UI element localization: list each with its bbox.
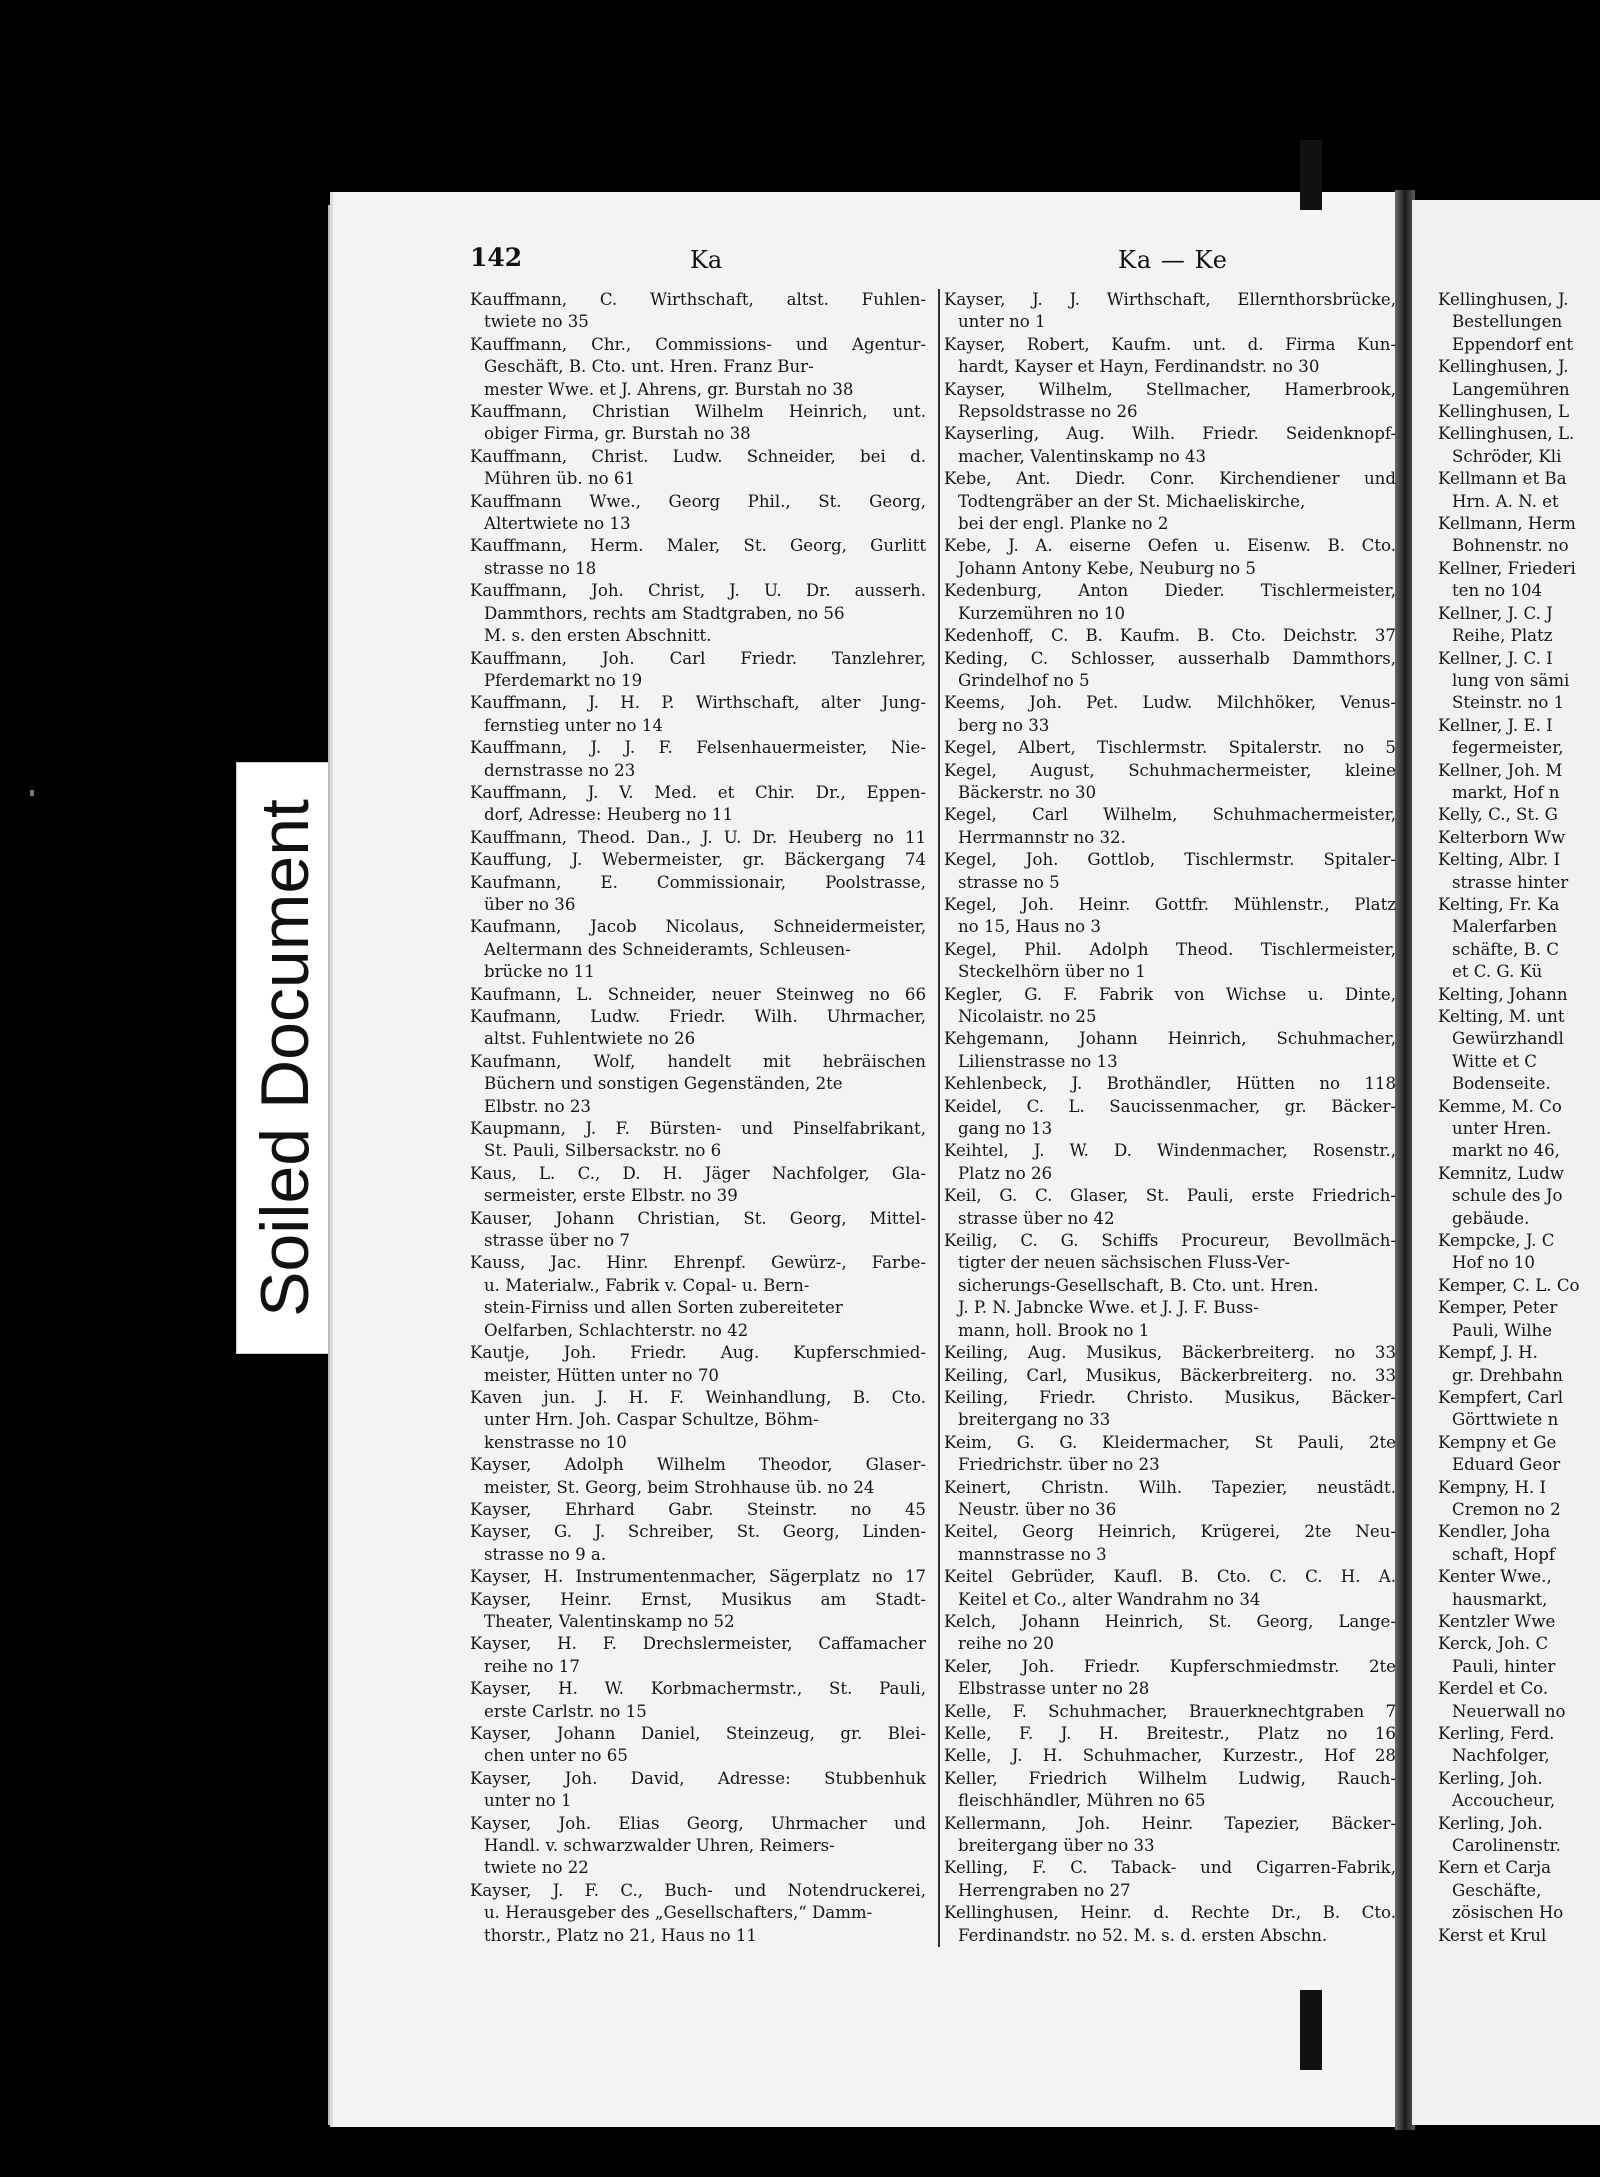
- directory-entry-line: strasse no 18: [484, 558, 597, 578]
- directory-entry-line: Langemühren: [1452, 379, 1570, 399]
- directory-entry-line: Kentzler Wwe: [1438, 1611, 1556, 1631]
- directory-entry-line: Kauffmann, J. H. P. Wirthschaft, alter Jung-: [470, 693, 926, 713]
- directory-entry-line: reihe no 20: [958, 1634, 1054, 1654]
- directory-entry-line: Kayser, Joh. Elias Georg, Uhrmacher und: [470, 1813, 926, 1833]
- directory-entry-line: twiete no 35: [484, 312, 589, 332]
- directory-entry-line: Elbstrasse unter no 28: [958, 1679, 1150, 1699]
- directory-entry-line: hausmarkt,: [1452, 1589, 1548, 1609]
- directory-entry-line: Altertwiete no 13: [484, 514, 631, 534]
- directory-entry-line: Eduard Geor: [1452, 1455, 1561, 1475]
- directory-entry-line: no 15, Haus no 3: [958, 917, 1101, 937]
- directory-entry-line: Bodenseite.: [1452, 1074, 1551, 1094]
- directory-entry-line: Kerck, Joh. C: [1438, 1634, 1549, 1654]
- directory-entry-line: u. Materialw., Fabrik v. Copal- u. Bern-: [484, 1275, 810, 1295]
- directory-entry-line: mann, holl. Brook no 1: [958, 1320, 1150, 1340]
- directory-entry-line: Kellermann, Joh. Heinr. Tapezier, Bäcker-: [944, 1813, 1396, 1833]
- directory-entry-line: Handl. v. schwarzwalder Uhren, Reimers-: [484, 1836, 835, 1856]
- directory-entry-line: Kelting, Albr. I: [1438, 850, 1561, 870]
- directory-entry-line: breitergang no 33: [958, 1410, 1111, 1430]
- directory-entry-line: Kellner, J. E. I: [1438, 715, 1553, 735]
- directory-entry-line: Kerling, Ferd.: [1438, 1724, 1555, 1743]
- directory-entry-line: Aeltermann des Schneideramts, Schleusen-: [484, 939, 851, 959]
- directory-entry-line: über no 36: [484, 894, 576, 914]
- directory-entry-line: Mühren üb. no 61: [484, 469, 636, 489]
- directory-entry-line: Kayser, H. F. Drechslermeister, Caffamacher: [470, 1634, 926, 1654]
- directory-entry-line: Kendler, Joha: [1438, 1522, 1551, 1542]
- directory-entry-line: Keitel et Co., alter Wandrahm no 34: [958, 1589, 1261, 1609]
- directory-entry-line: strasse hinter: [1452, 872, 1569, 892]
- directory-entry-line: Kellinghusen, L.: [1438, 424, 1575, 444]
- directory-entry-line: Kayser, G. J. Schreiber, St. Georg, Linden-: [470, 1522, 926, 1542]
- directory-entry-line: Kurzemühren no 10: [958, 603, 1126, 623]
- directory-entry-line: Kauffmann Wwe., Georg Phil., St. Georg,: [470, 491, 926, 511]
- directory-entry-line: Keilig, C. G. Schiffs Procureur, Bevollmäch-: [944, 1231, 1396, 1251]
- directory-entry-line: Kerling, Joh.: [1438, 1768, 1543, 1788]
- directory-entry-line: Kaufmann, Jacob Nicolaus, Schneidermeister,: [470, 917, 926, 937]
- directory-column-left: [470, 289, 926, 1947]
- directory-entry-line: Todtengräber an der St. Michaeliskirche,: [958, 491, 1306, 511]
- directory-entry-line: Bäckerstr. no 30: [958, 782, 1097, 802]
- directory-entry-line: Kauffung, J. Webermeister, gr. Bäckergang 74: [470, 850, 926, 870]
- directory-entry-line: Hof no 10: [1452, 1253, 1535, 1273]
- directory-entry-line: brücke no 11: [484, 962, 595, 982]
- directory-entry-line: et C. G. Kü: [1452, 962, 1543, 982]
- directory-entry-line: Kauffmann, Joh. Carl Friedr. Tanzlehrer,: [470, 648, 926, 668]
- directory-entry-line: dernstrasse no 23: [484, 760, 636, 780]
- directory-entry-line: Theater, Valentinskamp no 52: [484, 1611, 735, 1631]
- directory-entry-line: Cremon no 2: [1452, 1499, 1561, 1519]
- directory-entry-line: Reihe, Platz: [1452, 626, 1553, 646]
- directory-entry-line: markt no 46,: [1452, 1141, 1560, 1161]
- directory-entry-line: Keil, G. C. Glaser, St. Pauli, erste Friedrich-: [944, 1186, 1396, 1206]
- directory-entry-line: Kelting, Fr. Ka: [1438, 894, 1560, 914]
- directory-entry-line: Kellner, J. C. J: [1438, 603, 1553, 623]
- directory-entry-line: strasse über no 7: [484, 1231, 630, 1251]
- directory-entry-line: Kelle, F. J. H. Breitestr., Platz no 16: [944, 1724, 1396, 1743]
- directory-entry-line: Neustr. über no 36: [958, 1499, 1117, 1519]
- directory-entry-line: Kayser, J. F. C., Buch- und Notendruckerei,: [470, 1880, 926, 1900]
- directory-entry-line: schäfte, B. C: [1452, 939, 1560, 959]
- directory-entry-line: Kayser, Joh. David, Adresse: Stubbenhuk: [470, 1768, 926, 1788]
- directory-entry-line: Kedenhoff, C. B. Kaufm. B. Cto. Deichstr. 37: [944, 626, 1396, 646]
- directory-entry-line: Kauffmann, Theod. Dan., J. U. Dr. Heuberg no 11: [470, 827, 926, 847]
- directory-entry-line: Görttwiete n: [1452, 1410, 1559, 1430]
- directory-entry-line: zösischen Ho: [1452, 1903, 1564, 1923]
- directory-entry-line: mannstrasse no 3: [958, 1544, 1107, 1564]
- directory-entry-line: Neuerwall no: [1452, 1701, 1566, 1721]
- directory-entry-line: Kelle, J. H. Schuhmacher, Kurzestr., Hof 28: [944, 1746, 1396, 1766]
- directory-entry-line: meister, Hütten unter no 70: [484, 1365, 719, 1385]
- directory-entry-line: Kegel, August, Schuhmachermeister, kleine: [944, 760, 1396, 780]
- directory-entry-line: Kebe, J. A. eiserne Oefen u. Eisenw. B. Cto.: [944, 536, 1396, 556]
- directory-entry-line: Keidel, C. L. Saucissenmacher, gr. Bäcker-: [944, 1096, 1396, 1116]
- directory-entry-line: Kempcke, J. C: [1438, 1231, 1555, 1251]
- directory-entry-line: Kayserling, Aug. Wilh. Friedr. Seidenknopf-: [944, 424, 1396, 444]
- directory-entry-line: ten no 104: [1452, 581, 1543, 601]
- directory-entry-line: Eppendorf ent: [1452, 334, 1574, 354]
- directory-entry-line: Kayser, Johann Daniel, Steinzeug, gr. Blei-: [470, 1724, 926, 1743]
- directory-entry-line: Kelch, Johann Heinrich, St. Georg, Lange-: [944, 1611, 1396, 1631]
- directory-column-middle: [938, 289, 1396, 1947]
- directory-entry-line: Kelting, Johann: [1438, 984, 1568, 1004]
- directory-entry-line: macher, Valentinskamp no 43: [958, 446, 1207, 466]
- directory-entry-line: sicherungs-Gesellschaft, B. Cto. unt. Hren.: [958, 1275, 1319, 1295]
- directory-entry-line: Kauffmann, J. J. F. Felsenhauermeister, Nie-: [470, 738, 926, 758]
- directory-entry-line: unter no 1: [958, 312, 1046, 332]
- directory-entry-line: Kayser, Robert, Kaufm. unt. d. Firma Kun-: [944, 334, 1396, 354]
- directory-entry-line: Keiling, Carl, Musikus, Bäckerbreiterg. no. 33: [944, 1365, 1396, 1385]
- directory-entry-line: Keim, G. G. Kleidermacher, St Pauli, 2te: [944, 1432, 1396, 1452]
- directory-entry-line: Geschäfte,: [1452, 1880, 1542, 1900]
- directory-entry-line: Pferdemarkt no 19: [484, 670, 643, 690]
- directory-entry-line: meister, St. Georg, beim Strohhause üb. no 24: [484, 1477, 875, 1497]
- directory-entry-line: Pauli, Wilhe: [1452, 1320, 1553, 1340]
- directory-entry-line: Kauffmann, J. V. Med. et Chir. Dr., Eppen-: [470, 782, 926, 802]
- directory-entry-line: Kayser, Wilhelm, Stellmacher, Hamerbrook,: [944, 379, 1396, 399]
- directory-entry-line: Platz no 26: [958, 1163, 1053, 1183]
- directory-entry-line: stein-Firniss und allen Sorten zubereiteter: [484, 1298, 843, 1318]
- directory-entry-line: tigter der neuen sächsischen Fluss-Ver-: [958, 1253, 1291, 1273]
- running-head-left: Ka: [690, 246, 723, 274]
- directory-entry-line: Kayser, J. J. Wirthschaft, Ellernthorsbrücke,: [944, 290, 1396, 309]
- directory-entry-line: Büchern und sonstigen Gegenständen, 2te: [484, 1074, 843, 1094]
- directory-entry-line: Kegler, G. F. Fabrik von Wichse u. Dinte,: [944, 984, 1396, 1004]
- directory-entry-line: Kaufmann, Wolf, handelt mit hebräischen: [470, 1051, 926, 1071]
- directory-entry-line: Kaus, L. C., D. H. Jäger Nachfolger, Gla-: [470, 1163, 926, 1183]
- directory-entry-line: sermeister, erste Elbstr. no 39: [484, 1186, 738, 1206]
- directory-entry-line: bei der engl. Planke no 2: [958, 514, 1169, 534]
- directory-entry-line: thorstr., Platz no 21, Haus no 11: [484, 1925, 757, 1945]
- directory-entry-line: Kempf, J. H.: [1438, 1343, 1538, 1363]
- directory-entry-line: Kayser, H. W. Korbmachermstr., St. Pauli,: [470, 1679, 926, 1699]
- directory-entry-line: Kerling, Joh.: [1438, 1813, 1543, 1833]
- directory-entry-line: unter no 1: [484, 1791, 572, 1811]
- directory-entry-line: Malerfarben: [1452, 917, 1558, 937]
- directory-entry-line: Kautje, Joh. Friedr. Aug. Kupferschmied-: [470, 1343, 926, 1363]
- directory-entry-line: fernstieg unter no 14: [484, 715, 663, 735]
- directory-entry-line: Lilienstrasse no 13: [958, 1051, 1118, 1071]
- directory-entry-line: Kelling, F. C. Taback- und Cigarren-Fabrik,: [944, 1858, 1396, 1878]
- directory-entry-line: Steinstr. no 1: [1452, 693, 1565, 713]
- directory-entry-line: obiger Firma, gr. Burstah no 38: [484, 424, 751, 444]
- directory-entry-line: Keinert, Christn. Wilh. Tapezier, neustädt.: [944, 1477, 1396, 1497]
- directory-entry-line: Keding, C. Schlosser, ausserhalb Dammthors,: [944, 648, 1396, 668]
- directory-entry-line: unter Hren.: [1452, 1119, 1552, 1139]
- directory-entry-line: Kemper, Peter: [1438, 1298, 1558, 1318]
- directory-entry-line: gebäude.: [1452, 1208, 1530, 1228]
- directory-entry-line: Hrn. A. N. et: [1452, 491, 1559, 511]
- directory-entry-line: strasse no 5: [958, 872, 1060, 892]
- directory-entry-line: Keller, Friedrich Wilhelm Ludwig, Rauch-: [944, 1768, 1396, 1788]
- directory-entry-line: Kellinghusen, J.: [1438, 290, 1569, 309]
- directory-entry-line: J. P. N. Jabncke Wwe. et J. J. F. Buss-: [958, 1298, 1259, 1318]
- directory-entry-line: Kempny, H. I: [1438, 1477, 1547, 1497]
- directory-entry-line: M. s. den ersten Abschnitt.: [484, 626, 712, 646]
- directory-entry-line: Kerst et Krul: [1438, 1925, 1547, 1945]
- directory-entry-line: markt, Hof n: [1452, 782, 1560, 802]
- directory-entry-line: Kehlenbeck, J. Brothändler, Hütten no 118: [944, 1074, 1396, 1094]
- directory-entry-line: fleischhändler, Mühren no 65: [958, 1791, 1206, 1811]
- directory-entry-line: Kaufmann, E. Commissionair, Poolstrasse,: [470, 872, 926, 892]
- directory-entry-line: strasse no 9 a.: [484, 1544, 607, 1564]
- directory-entry-line: Kemme, M. Co: [1438, 1096, 1562, 1116]
- directory-entry-line: Kempfert, Carl: [1438, 1387, 1564, 1407]
- directory-entry-line: dorf, Adresse: Heuberg no 11: [484, 805, 734, 825]
- directory-entry-line: Kayser, H. Instrumentenmacher, Sägerplatz no 17: [470, 1567, 926, 1587]
- directory-column-right: [1438, 289, 1600, 1947]
- directory-entry-line: twiete no 22: [484, 1858, 589, 1878]
- directory-entry-line: Kebe, Ant. Diedr. Conr. Kirchendiener und: [944, 469, 1396, 489]
- directory-entry-line: Kempny et Ge: [1438, 1432, 1557, 1452]
- directory-entry-line: Kaufmann, L. Schneider, neuer Steinweg no 66: [470, 984, 926, 1004]
- directory-entry-line: Keitel Gebrüder, Kaufl. B. Cto. C. C. H. A.: [944, 1567, 1396, 1587]
- directory-entry-line: Kegel, Phil. Adolph Theod. Tischlermeister,: [944, 939, 1396, 959]
- soiled-document-label: [236, 762, 334, 1354]
- directory-entry-line: Kauser, Johann Christian, St. Georg, Mittel-: [470, 1208, 926, 1228]
- directory-entry-line: Gewürzhandl: [1452, 1029, 1564, 1049]
- directory-entry-line: lung von sämi: [1452, 670, 1570, 690]
- directory-entry-line: Kern et Carja: [1438, 1858, 1551, 1878]
- directory-entry-line: Kellmann, Herm: [1438, 514, 1576, 534]
- directory-entry-line: breitergang über no 33: [958, 1836, 1155, 1856]
- directory-entry-line: Kayser, Adolph Wilhelm Theodor, Glaser-: [470, 1455, 926, 1475]
- directory-entry-line: Johann Antony Kebe, Neuburg no 5: [958, 558, 1256, 578]
- directory-entry-line: Keems, Joh. Pet. Ludw. Milchhöker, Venus-: [944, 693, 1396, 713]
- directory-entry-line: Herrmannstr no 32.: [958, 827, 1126, 847]
- directory-entry-line: unter Hrn. Joh. Caspar Schultze, Böhm-: [484, 1410, 819, 1430]
- directory-entry-line: Kellinghusen, L: [1438, 402, 1569, 422]
- directory-entry-line: Nicolaistr. no 25: [958, 1007, 1097, 1026]
- directory-entry-line: Kemnitz, Ludw: [1438, 1163, 1564, 1183]
- directory-entry-line: Kellner, J. C. I: [1438, 648, 1553, 668]
- directory-entry-line: Kauffmann, Joh. Christ, J. U. Dr. ausserh.: [470, 581, 926, 601]
- directory-entry-line: Kauffmann, Chr., Commissions- und Agentur-: [470, 334, 926, 354]
- directory-entry-line: Kelting, M. unt: [1438, 1007, 1565, 1026]
- directory-entry-line: Kegel, Albert, Tischlermstr. Spitalerstr. no 5: [944, 738, 1396, 758]
- directory-entry-line: Kelly, C., St. G: [1438, 805, 1558, 825]
- directory-entry-line: Ferdinandstr. no 52. M. s. d. ersten Abschn.: [958, 1925, 1328, 1945]
- label-text: Soiled Document: [247, 799, 323, 1317]
- directory-entry-line: gr. Drehbahn: [1452, 1365, 1563, 1385]
- directory-entry-line: Kayser, Ehrhard Gabr. Steinstr. no 45: [470, 1499, 926, 1519]
- directory-entry-line: gang no 13: [958, 1119, 1053, 1139]
- directory-entry-line: Kellner, Joh. M: [1438, 760, 1563, 780]
- directory-entry-line: Kauss, Jac. Hinr. Ehrenpf. Gewürz-, Farbe-: [470, 1253, 926, 1273]
- directory-entry-line: Kauffmann, C. Wirthschaft, altst. Fuhlen-: [470, 290, 926, 309]
- directory-entry-line: Dammthors, rechts am Stadtgraben, no 56: [484, 603, 845, 623]
- directory-entry-line: Kauffmann, Christ. Ludw. Schneider, bei d.: [470, 446, 926, 466]
- directory-entry-line: Kellinghusen, J.: [1438, 357, 1569, 377]
- directory-entry-line: Geschäft, B. Cto. unt. Hren. Franz Bur-: [484, 357, 814, 377]
- directory-entry-line: Kelterborn Ww: [1438, 827, 1566, 847]
- directory-entry-line: Bohnenstr. no: [1452, 536, 1569, 556]
- directory-entry-line: Carolinenstr.: [1452, 1836, 1561, 1856]
- directory-entry-line: strasse über no 42: [958, 1208, 1115, 1228]
- directory-entry-line: Kegel, Joh. Heinr. Gottfr. Mühlenstr., Platz: [944, 894, 1396, 914]
- directory-entry-line: Nachfolger,: [1452, 1746, 1550, 1766]
- directory-entry-line: Keiling, Friedr. Christo. Musikus, Bäcker-: [944, 1387, 1396, 1407]
- directory-entry-line: Kellinghusen, Heinr. d. Rechte Dr., B. Cto.: [944, 1903, 1396, 1923]
- directory-entry-line: Herrengraben no 27: [958, 1880, 1131, 1900]
- directory-entry-line: reihe no 17: [484, 1656, 580, 1676]
- directory-entry-line: Schröder, Kli: [1452, 446, 1562, 466]
- directory-entry-line: chen unter no 65: [484, 1746, 628, 1766]
- top-clip: [1300, 140, 1322, 210]
- directory-entry-line: St. Pauli, Silbersackstr. no 6: [484, 1141, 722, 1161]
- directory-entry-line: Kellmann et Ba: [1438, 469, 1567, 489]
- directory-entry-line: erste Carlstr. no 15: [484, 1701, 647, 1721]
- directory-entry-line: schaft, Hopf: [1452, 1544, 1555, 1564]
- directory-entry-line: Kelle, F. Schuhmacher, Brauerknechtgraben 7: [944, 1701, 1396, 1721]
- bottom-clip: [1300, 1990, 1322, 2070]
- directory-entry-line: Kaven jun. J. H. F. Weinhandlung, B. Cto.: [470, 1387, 926, 1407]
- directory-entry-line: Kauffmann, Herm. Maler, St. Georg, Gurlitt: [470, 536, 926, 556]
- directory-entry-line: Kauffmann, Christian Wilhelm Heinrich, unt.: [470, 402, 926, 422]
- directory-entry-line: u. Herausgeber des „Gesellschafters,“ Damm-: [484, 1903, 873, 1923]
- directory-entry-line: Kaufmann, Ludw. Friedr. Wilh. Uhrmacher,: [470, 1007, 926, 1026]
- directory-entry-line: Keiling, Aug. Musikus, Bäckerbreiterg. no 33: [944, 1343, 1396, 1363]
- directory-entry-line: Kaupmann, J. F. Bürsten- und Pinselfabrikant,: [470, 1119, 926, 1139]
- directory-entry-line: Kedenburg, Anton Dieder. Tischlermeister,: [944, 581, 1396, 601]
- directory-entry-line: Elbstr. no 23: [484, 1096, 591, 1116]
- directory-entry-line: Kayser, Heinr. Ernst, Musikus am Stadt-: [470, 1589, 926, 1609]
- directory-entry-line: Friedrichstr. über no 23: [958, 1455, 1160, 1475]
- directory-entry-line: Kegel, Joh. Gottlob, Tischlermstr. Spitaler-: [944, 850, 1396, 870]
- directory-entry-line: Witte et C: [1452, 1051, 1537, 1071]
- directory-entry-line: Kehgemann, Johann Heinrich, Schuhmacher,: [944, 1029, 1396, 1049]
- directory-entry-line: Accoucheur,: [1452, 1791, 1556, 1811]
- directory-entry-line: Keitel, Georg Heinrich, Krügerei, 2te Neu-: [944, 1522, 1396, 1542]
- directory-entry-line: Kegel, Carl Wilhelm, Schuhmachermeister,: [944, 805, 1396, 825]
- directory-entry-line: Bestellungen: [1452, 312, 1563, 332]
- directory-entry-line: hardt, Kayser et Hayn, Ferdinandstr. no 30: [958, 357, 1320, 377]
- directory-entry-line: altst. Fuhlentwiete no 26: [484, 1029, 696, 1049]
- directory-entry-line: Kemper, C. L. Co: [1438, 1275, 1580, 1295]
- directory-entry-line: schule des Jo: [1452, 1186, 1563, 1206]
- speck-mark: [30, 790, 34, 796]
- directory-entry-line: Keler, Joh. Friedr. Kupferschmiedmstr. 2te: [944, 1656, 1396, 1676]
- directory-entry-line: Repsoldstrasse no 26: [958, 402, 1138, 422]
- directory-entry-line: Grindelhof no 5: [958, 670, 1090, 690]
- page-number: 142: [470, 243, 523, 272]
- directory-entry-line: Oelfarben, Schlachterstr. no 42: [484, 1320, 749, 1340]
- running-head-right: Ka — Ke: [1118, 246, 1228, 274]
- directory-entry-line: kenstrasse no 10: [484, 1432, 627, 1452]
- directory-entry-line: Steckelhörn über no 1: [958, 962, 1146, 982]
- directory-entry-line: Kellner, Friederi: [1438, 558, 1576, 578]
- directory-entry-line: Kenter Wwe.,: [1438, 1567, 1552, 1587]
- directory-entry-line: Pauli, hinter: [1452, 1656, 1556, 1676]
- directory-entry-line: berg no 33: [958, 715, 1050, 735]
- directory-entry-line: Keihtel, J. W. D. Windenmacher, Rosenstr.,: [944, 1141, 1396, 1161]
- directory-entry-line: mester Wwe. et J. Ahrens, gr. Burstah no 38: [484, 379, 854, 399]
- directory-entry-line: Kerdel et Co.: [1438, 1679, 1549, 1699]
- directory-entry-line: fegermeister,: [1452, 738, 1564, 758]
